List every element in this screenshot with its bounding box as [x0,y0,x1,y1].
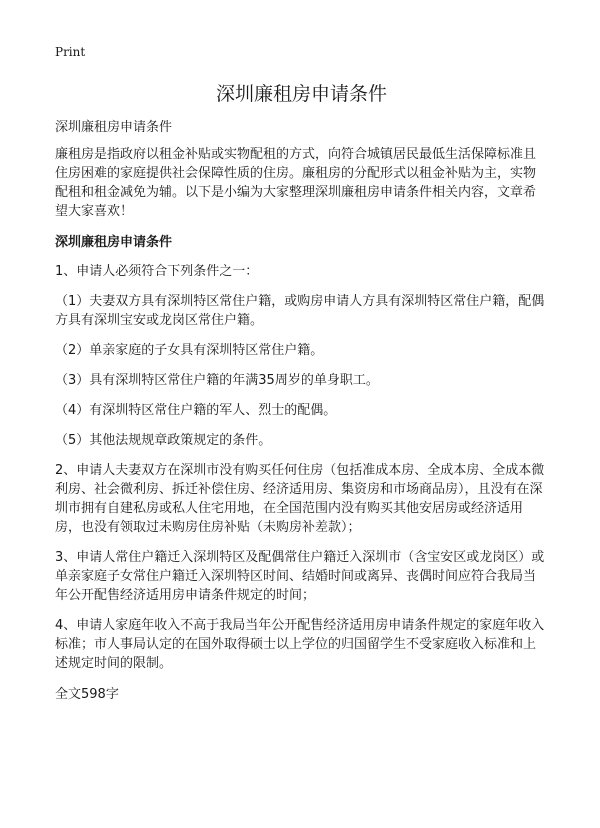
document-subtitle: 深圳廉租房申请条件 [55,120,173,135]
condition-1-item: （3）具有深圳特区常住户籍的年满35周岁的单身职工。 [55,373,379,388]
condition-4-paragraph: 4、申请人家庭年收入不高于我局当年公开配售经济适用房申请条件规定的家庭年收入标准；市人事局认定的在国外取得硕士以上学位的归国留学生不受家庭收入标准和上述规定时间的限制。 [55,618,545,671]
document-title: 深圳廉租房申请条件 [215,83,387,105]
condition-1-intro: 1、申请人必须符合下列条件之一： [55,264,259,279]
condition-1-item: （2）单亲家庭的子女具有深圳特区常住户籍。 [55,343,324,358]
word-count: 全文598字 [55,687,119,702]
condition-1-item: （4）有深圳特区常住户籍的军人、烈士的配偶。 [55,403,337,418]
condition-3-paragraph: 3、申请人常住户籍迁入深圳特区及配偶常住户籍迁入深圳市（含宝安区或龙岗区）或单亲家庭子女常住户籍迁入深圳特区时间、结婚时间或离异、丧偶时间应符合我局当年公开配售经济适用房申请条件规定的时间； [55,550,545,603]
condition-1-item: （1）夫妻双方具有深圳特区常住户籍，或购房申请人方具有深圳特区常住户籍，配偶方具有深圳宝安或龙岗区常住户籍。 [55,294,545,328]
intro-paragraph: 廉租房是指政府以租金补贴或实物配租的方式，向符合城镇居民最低生活保障标准且住房困难的家庭提供社会保障性质的住房。廉租房的分配形式以租金补贴为主，实物配租和租金减免为辅。以下是小编为大家整理深圳廉租房申请条件相关内容，文章希望大家喜欢！ [55,147,537,219]
condition-2-paragraph: 2、申请人夫妻双方在深圳市没有购买任何住房（包括准成本房、全成本房、全成本微利房、社会微利房、拆迁补偿住房、经济适用房、集资房和市场商品房），且没有在深圳市拥有自建私房或私人住宅用地，在全国范围内没有购买其他安居房或经济适用房，也没有领取过未购房住房补贴（未购房补差款）； [55,463,545,535]
print-label: Print [55,45,86,59]
section-heading: 深圳廉租房申请条件 [55,235,173,250]
condition-1-item: （5）其他法规规章政策规定的条件。 [55,433,272,448]
